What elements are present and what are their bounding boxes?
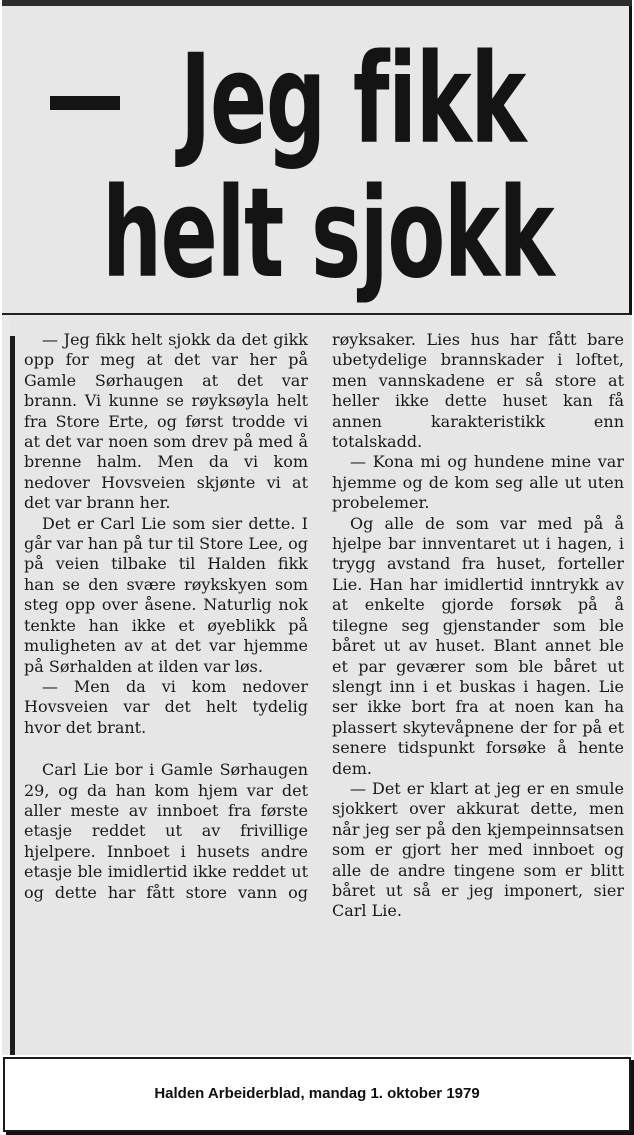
paragraph: — Men da vi kom nedover Hovsveien var det helt tydelig hvor det brant. xyxy=(24,676,308,737)
article-body xyxy=(10,316,630,1055)
paragraph: Og alle de som var med på å hjelpe bar innventaret ut i hagen, i trygg avstand fra huset, forteller Lie. Han har imidlertid inntrykk av at enkelte gjorde forsøk på å tilegne seg gjenstander som ble båret ut av huset. Blant annet ble et par geværer som ble båret ut slengt inn i et buskas i hagen. Lie ser ikke bort fra at noen kan ha plassert skytevåpnene der for på et senere tidspunkt forsøke å hente dem. xyxy=(332,513,624,778)
headline-dash xyxy=(50,96,120,110)
paragraph: Det er Carl Lie som sier dette. I går var han på tur til Store Lee, og på veien tilbake til Halden fikk han se den svære røykskyen som steg opp over åsene. Naturlig nok tenkte han ikke et øyeblikk på muligheten av at det var hjemme på Sørhalden at ilden var løs. xyxy=(24,513,308,676)
paragraph: Carl Lie bor i Gamle Sørhaugen 29, og da han kom hjem var det aller meste av innboet fra første etasje reddet ut av frivillige hjelpere. Innboet i husets andre etasje ble imidlertid ikke reddet ut og dette har fått store vann og xyxy=(24,760,308,902)
source-caption: Halden Arbeiderblad, mandag 1. oktober 1979 xyxy=(154,1085,480,1102)
caption-box xyxy=(3,1057,631,1132)
article-column-right xyxy=(332,330,624,922)
newspaper-clipping xyxy=(2,0,632,1055)
paragraph: — Jeg fikk helt sjokk da det gikk opp for meg at det var her på Gamle Sørhaugen at det var brann. Vi kunne se røyksøyla helt fra Store Erte, og først trodde vi at det var noen som drev på med å brenne halm. Men da vi kom nedover Hovsveien skjønte vi at det var brann her. xyxy=(24,330,308,513)
headline-line-2: helt sjokk xyxy=(102,162,554,306)
left-edge-shadow xyxy=(10,336,15,1055)
top-divider xyxy=(2,0,632,6)
article-column-left xyxy=(24,330,308,903)
headline-panel xyxy=(2,0,632,315)
paragraph: — Kona mi og hundene mine var hjemme og de kom seg alle ut uten probelemer. xyxy=(332,452,624,513)
paragraph: røyksaker. Lies hus har fått bare ubetydelige brannskader i loftet, men vannskadene er så store at heller ikke dette huset kan få annen karakteristikk enn totalskadd. xyxy=(332,330,624,452)
headline-line-1: Jeg fikk xyxy=(180,28,526,172)
paragraph: — Det er klart at jeg er en smule sjokkert over akkurat dette, men når jeg ser på den kjempeinnsatsen som er gjort her med innboet og alle de andre tingene som er blitt båret ut så er jeg imponert, sier Carl Lie. xyxy=(332,778,624,921)
